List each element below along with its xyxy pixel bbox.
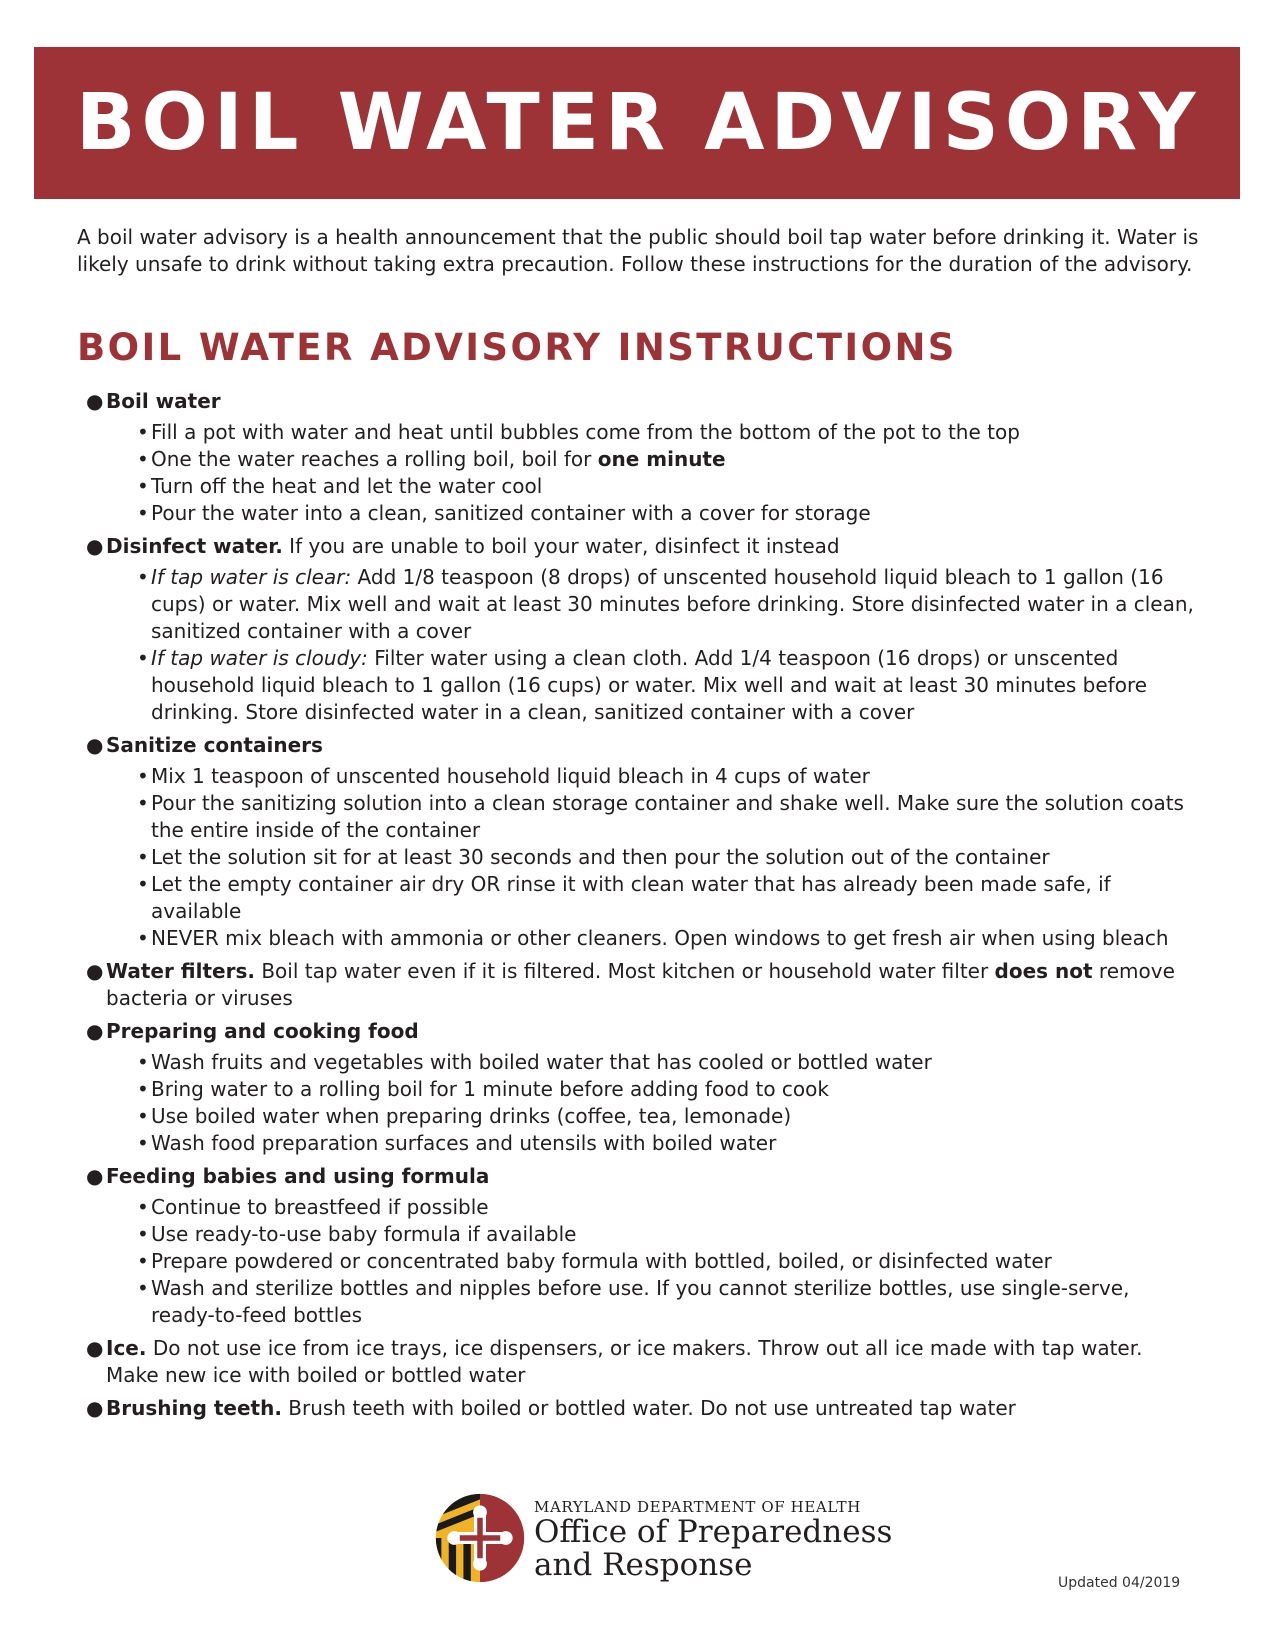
sub-list [106,1049,1196,1157]
bullet-icon: ● [86,733,104,757]
item-heading: Water filters. [106,959,255,983]
item-heading: Boil water [106,389,221,413]
department-name: MARYLAND DEPARTMENT OF HEALTH [534,1498,861,1516]
bullet-icon: • [137,1077,149,1101]
bullet-icon: • [137,474,149,498]
bullet-icon: • [137,1104,149,1128]
bullet-icon: • [137,646,149,670]
sub-list [106,1194,1196,1329]
item-cooking-food [86,1018,1196,1157]
sub-list [106,564,1196,726]
section-title: BOIL WATER ADVISORY INSTRUCTIONS [77,326,957,369]
list-item: • NEVER mix bleach with ammonia or other cleaners. Open windows to get fresh air when using bleach [137,926,1169,950]
list-item: • If tap water is cloudy: Filter water using a clean cloth. Add 1/4 teaspoon (16 drops) or unscented household liquid bleach to 1 gallon (16 cups) or water. Mix well and wait at least 30 minutes before drinking. Store disinfected water in a clean, sanitized container with a cover [137,646,1148,724]
bullet-icon: • [137,791,149,815]
item-heading: Brushing teeth. [106,1396,282,1420]
list-item: • Prepare powdered or concentrated baby formula with bottled, boiled, or disinfected water [137,1249,1052,1273]
sub-list [106,763,1196,952]
bullet-icon: • [137,420,149,444]
bullet-icon: • [137,1131,149,1155]
bullet-icon: • [137,1050,149,1074]
list-item: • Wash food preparation surfaces and utensils with boiled water [137,1131,777,1155]
item-ice: ● Ice. Do not use ice from ice trays, ice dispensers, or ice makers. Throw out all ice made with tap water. Make new ice with boiled or bottled water [86,1336,1143,1387]
list-item: • Fill a pot with water and heat until bubbles come from the bottom of the pot to the top [137,420,1020,444]
item-heading: Ice. [106,1336,147,1360]
item-disinfect-water: ● Disinfect water. If you are unable to boil your water, disinfect it instead • If tap water is clear: Add 1/8 teaspoon (8 drops) of unscented household liquid bleach to 1 gallon (16 cups) or water. Mix well and wait at least 30 minutes before drinking. Store disinfected water in a clean, sanitized container with a cover • If tap water is cloudy: Filter water using a clean cloth. Add 1/4 teaspoon (16 drops) or unscented household liquid bleach to 1 gallon (16 cups) or water. Mix well and wait at least 30 minutes before drinking. Store disinfected water in a clean, sanitized container with a cover [86,533,1196,726]
bullet-icon: ● [86,959,104,983]
bullet-icon: ● [86,1019,104,1043]
list-item: • Wash and sterilize bottles and nipples before use. If you cannot sterilize bottles, use single-serve, ready-to-feed bottles [137,1276,1130,1327]
bullet-icon: • [137,845,149,869]
intro-paragraph: A boil water advisory is a health announcement that the public should boil tap water before drinking it. Water is likely unsafe to drink without taking extra precaution. Follow these instructions for the duration of the advisory. [77,225,1199,276]
list-item: • If tap water is clear: Add 1/8 teaspoon (8 drops) of unscented household liquid bleach to 1 gallon (16 cups) or water. Mix well and wait at least 30 minutes before drinking. Store disinfected water in a clean, sanitized container with a cover [137,565,1194,643]
list-item: • Let the empty container air dry OR rinse it with clean water that has already been made safe, if available [137,872,1111,923]
bullet-icon: • [137,565,149,589]
bullet-icon: • [137,1276,149,1300]
bullet-icon: ● [86,1396,104,1420]
item-feeding-babies [86,1163,1196,1329]
list-item: • Let the solution sit for at least 30 seconds and then pour the solution out of the container [137,845,1050,869]
list-item: • Use ready-to-use baby formula if available [137,1222,577,1246]
item-water-filters: ● Water filters. Boil tap water even if it is filtered. Most kitchen or household water filter does not remove bacteria or viruses [86,959,1175,1010]
list-item: • One the water reaches a rolling boil, boil for one minute [137,447,726,471]
title-banner [34,47,1240,199]
list-item: • Pour the water into a clean, sanitized container with a cover for storage [137,501,871,525]
updated-date: Updated 04/2019 [1058,1575,1181,1591]
list-item: • Mix 1 teaspoon of unscented household liquid bleach in 4 cups of water [137,764,870,788]
bullet-icon: • [137,872,149,896]
bullet-icon: • [137,926,149,950]
organization-name [534,1498,892,1582]
bullet-icon: • [137,447,149,471]
list-item: • Use boiled water when preparing drinks (coffee, tea, lemonade) [137,1104,792,1128]
item-brushing-teeth: ● Brushing teeth. Brush teeth with boiled or bottled water. Do not use untreated tap water [86,1396,1016,1420]
page-title: BOIL WATER ADVISORY [76,78,1202,168]
sub-list [106,419,1196,527]
bullet-icon: • [137,1249,149,1273]
bullet-icon: • [137,501,149,525]
list-item: • Bring water to a rolling boil for 1 minute before adding food to cook [137,1077,829,1101]
item-heading: Disinfect water. [106,534,283,558]
office-name-line1: Office of Preparedness [534,1514,893,1550]
bullet-icon: • [137,1195,149,1219]
office-name-line2: and Response [534,1547,753,1583]
item-heading: Feeding babies and using formula [106,1164,490,1188]
bullet-icon: ● [86,1336,104,1360]
maryland-seal-logo [434,1492,526,1584]
bullet-icon: ● [86,389,104,413]
bullet-icon: • [137,1222,149,1246]
list-item: • Turn off the heat and let the water cool [137,474,543,498]
item-sanitize-containers [86,732,1196,952]
bullet-icon: • [137,764,149,788]
item-heading: Sanitize containers [106,733,323,757]
list-item: • Wash fruits and vegetables with boiled water that has cooled or bottled water [137,1050,932,1074]
item-heading: Preparing and cooking food [106,1019,419,1043]
item-boil-water [86,388,1196,527]
list-item: • Pour the sanitizing solution into a clean storage container and shake well. Make sure the solution coats the entire inside of the container [137,791,1184,842]
bullet-icon: ● [86,1164,104,1188]
list-item: • Continue to breastfeed if possible [137,1195,489,1219]
bullet-icon: ● [86,534,104,558]
instructions-list [86,388,1196,1428]
